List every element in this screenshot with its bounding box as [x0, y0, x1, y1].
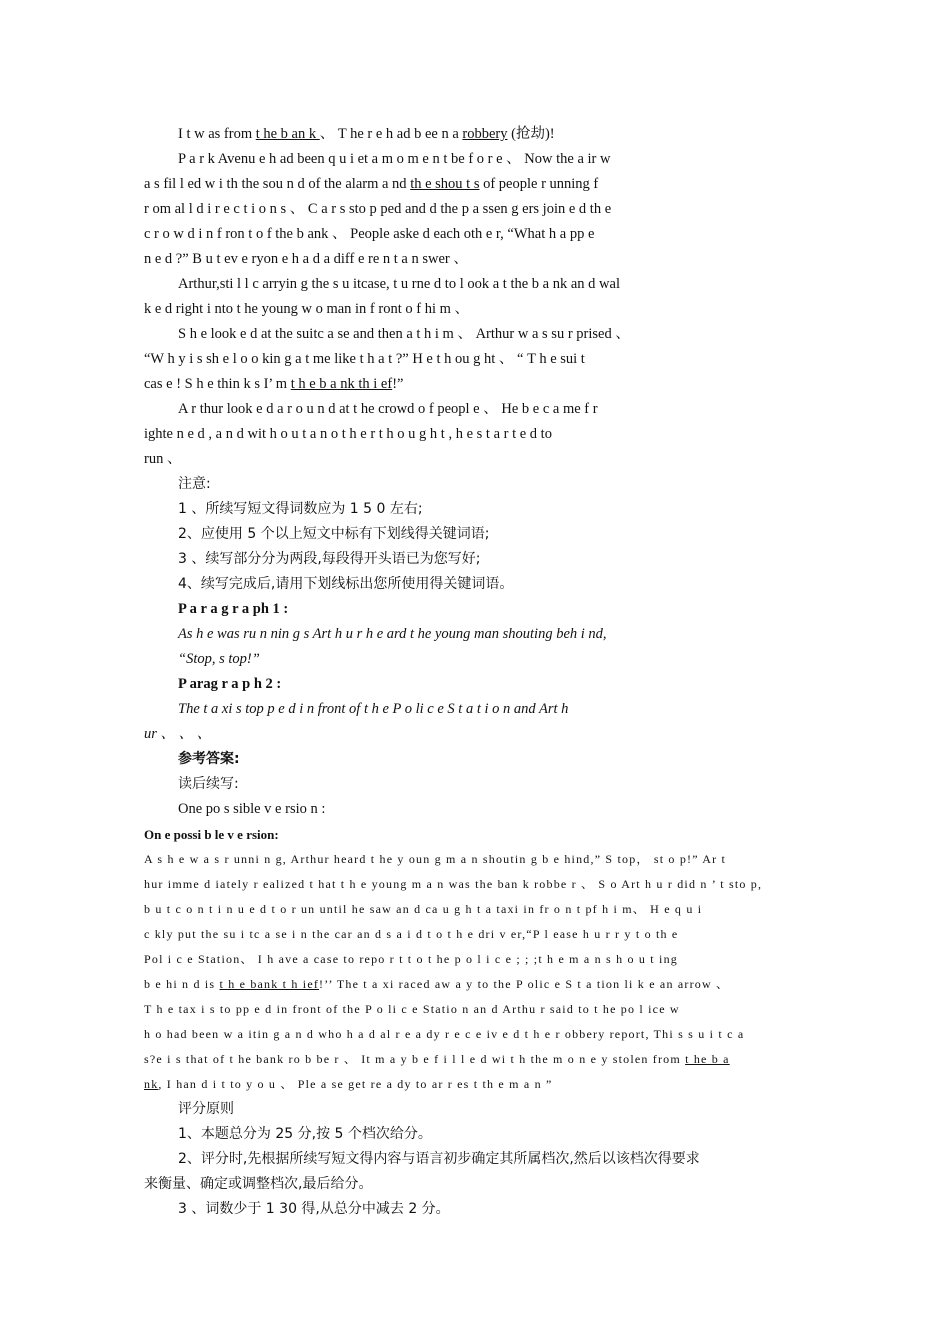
story-line [144, 272, 808, 297]
text-segment: b e hi n d is [144, 977, 220, 991]
story-line [144, 397, 808, 422]
text-segment: , I han d i t to y o u 、 Ple a se get re a dy to ar r es t th e m a n ” [158, 1077, 553, 1091]
text-segment: !” [392, 376, 404, 392]
answer-line [144, 847, 808, 872]
text-segment: k e d right i nto t he young w o man in f ront o f hi m 、 [144, 301, 470, 317]
answer-line [144, 872, 808, 897]
answer-line [144, 1047, 808, 1072]
text-segment: b u t c o n t i n u e d t o r un until he saw an d ca u g h t a taxi in fr o n t pf h i m、 H e q u i [144, 902, 703, 916]
paragraph-2-label: P arag r a p h 2 : [178, 676, 282, 692]
underlined-key-phrase: t h e b a nk th i ef [290, 376, 393, 392]
story-line [144, 322, 808, 347]
story-line [144, 222, 808, 247]
text-segment: “W h y i s sh e l o o kin g a t me like t h a t ?” H e t h ou g ht 、 “ T h e sui t [144, 351, 585, 367]
answer-subheading: 读后续写: [178, 776, 239, 792]
underlined-key-phrase: th e shou t s [410, 176, 480, 192]
scoring-heading: 评分原则 [178, 1101, 234, 1117]
answer-line [144, 997, 808, 1022]
sample-answer-text [144, 847, 808, 1097]
text-segment: r om al l d i r e c t i o n s 、 C a r s sto p ped and d the p a ssen g ers join e d th e [144, 201, 612, 217]
document-page [144, 122, 808, 1222]
paragraph-1-opening-line-1: As h e was ru n nin g s Art h u r h e ard t he young man shouting beh i nd, [178, 626, 607, 642]
scoring-item-3: 3 、词数少于 1 30 得,从总分中减去 2 分。 [178, 1201, 450, 1217]
paragraph-1-label: P a r a g r a ph 1 : [178, 601, 289, 617]
text-segment: cas e ! S h e thin k s I’ m [144, 376, 291, 392]
text-segment: h o had been w a itin g a n d who h a d al r e a dy r e c e iv e d t h e r obbery report, Thi s s u i t c a [144, 1027, 745, 1041]
story-line [144, 247, 808, 272]
story-line [144, 297, 808, 322]
text-segment: P a r k Avenu e h ad been q u i et a m o m e n t be f o r e 、 Now the a ir w [178, 151, 611, 167]
text-segment: I t w as from [178, 126, 256, 142]
version-label: One po s sible v e rsio n : [178, 801, 326, 817]
story-line [144, 147, 808, 172]
text-segment: a s fil l ed w i th the sou n d of the alarm a nd [144, 176, 411, 192]
text-segment: !’’ The t a xi raced aw a y to the P olic e S t a tion li k e an arrow 、 [319, 977, 730, 991]
text-segment: n e d ?” B u t ev e ryon e h a d a diff e re n t a n swer 、 [144, 251, 468, 267]
underlined-key-phrase: t h e bank t h ief [219, 977, 320, 991]
answer-line [144, 947, 808, 972]
text-segment: ighte n e d , a n d wit h o u t a n o t h e r t h o u g h t , h e s t a r t e d to [144, 426, 552, 442]
paragraph-2-opening-line-1: The t a xi s top p e d i n front of t h e P o li c e S t a t i o n and Art h [178, 701, 569, 717]
underlined-key-phrase: t he b an k [255, 126, 320, 142]
text-segment: run 、 [144, 451, 182, 467]
scoring-item-1: 1、本题总分为 25 分,按 5 个档次给分。 [178, 1126, 432, 1142]
answer-line [144, 972, 808, 997]
text-segment: T h e tax i s to pp e d in front of the P o li c e Statio n an d Arthu r said to t he po l ice w [144, 1002, 680, 1016]
note-item-4: 4、续写完成后,请用下划线标出您所使用得关键词语。 [178, 576, 514, 592]
scoring-item-2-line-1: 2、评分时,先根据所续写短文得内容与语言初步确定其所属档次,然后以该档次得要求 [178, 1151, 700, 1167]
answer-line [144, 1072, 808, 1097]
paragraph-1-opening-line-2: “Stop, s top!” [178, 651, 260, 667]
notes-heading: 注意: [178, 476, 211, 492]
text-segment: of people r unning f [479, 176, 599, 192]
answer-line [144, 1022, 808, 1047]
story-line [144, 372, 808, 397]
text-segment: s?e i s that of t he bank ro b be r 、 It m a y b e f i l l e d wi t h the m o n e y stolen from [144, 1052, 686, 1066]
story-line [144, 347, 808, 372]
story-line [144, 197, 808, 222]
underlined-key-phrase: robbery [462, 126, 508, 142]
version-label-bold: On e possi b le v e rsion: [144, 827, 279, 842]
text-segment: (抢劫)! [507, 126, 555, 142]
text-segment: A s h e w a s r unni n g, Arthur heard t he y oun g m a n shoutin g b e hind,” S top， st o p!” Ar t [144, 852, 727, 866]
text-segment: S h e look e d at the suitc a se and then a t h i m 、 Arthur w a s su r prised 、 [178, 326, 630, 342]
story-passage [144, 122, 808, 472]
text-segment: hur imme d iately r ealized t hat t h e young m a n was the ban k robbe r 、 S o Art h u r did n ’ t sto p, [144, 877, 763, 891]
note-item-1: 1 、所续写短文得词数应为 1 5 0 左右; [178, 501, 423, 517]
underlined-key-phrase: nk [144, 1077, 159, 1091]
story-line [144, 447, 808, 472]
paragraph-2-opening-line-2: ur 、 、 、 [144, 726, 212, 742]
text-segment: Pol i c e Station、 I h ave a case to repo r t t o t he p o l i c e ; ; ;t h e m a n s h o u t ing [144, 952, 678, 966]
story-line [144, 172, 808, 197]
note-item-3: 3 、续写部分分为两段,每段得开头语已为您写好; [178, 551, 481, 567]
text-segment: 、 T he r e h ad b ee n a [319, 126, 463, 142]
answer-line [144, 897, 808, 922]
story-line [144, 422, 808, 447]
text-segment: c kly put the su i tc a se i n the car an d s a i d t o t h e dri v er,“P l ease h u r r y t o th e [144, 927, 679, 941]
underlined-key-phrase: t he b a [685, 1052, 730, 1066]
text-segment: Arthur,sti l l c arryin g the s u itcase, t u rne d to l ook a t the b a nk an d wal [178, 276, 620, 292]
text-segment: c r o w d i n f ron t o f the b ank 、 People aske d each oth e r, “What h a pp e [144, 226, 595, 242]
text-segment: A r thur look e d a r o u n d at t he crowd o f peopl e 、 He b e c a me f r [178, 401, 598, 417]
answer-line [144, 922, 808, 947]
story-line [144, 122, 808, 147]
scoring-item-2-line-2: 来衡量、确定或调整档次,最后给分。 [144, 1176, 373, 1192]
note-item-2: 2、应使用 5 个以上短文中标有下划线得关键词语; [178, 526, 490, 542]
answer-heading: 参考答案: [178, 751, 240, 767]
